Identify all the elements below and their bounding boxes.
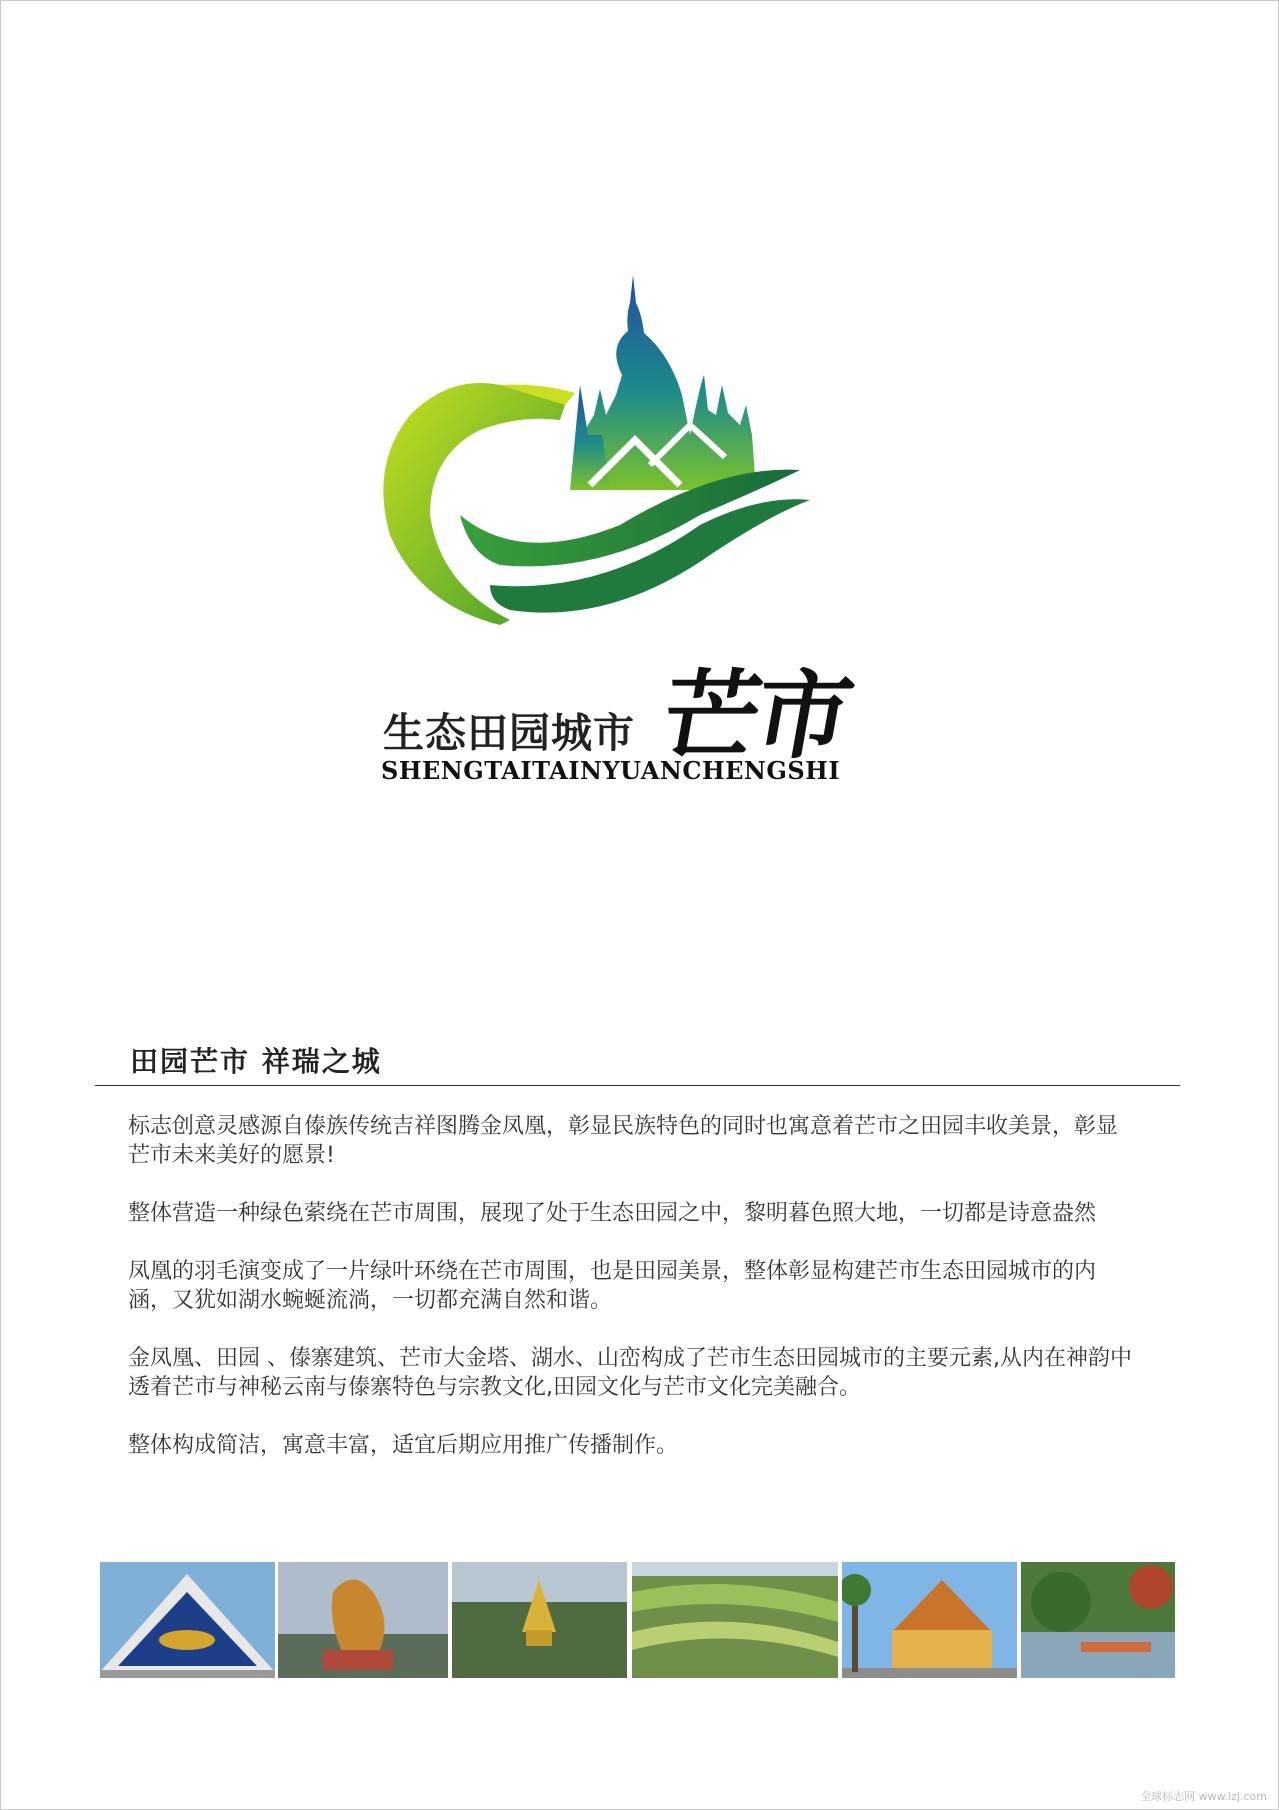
dai-temple-photo	[842, 1562, 1017, 1678]
logo-chinese-name: 生态田园城市	[383, 709, 635, 757]
photo-strip	[100, 1562, 1175, 1678]
watermark: 全球标志网 www.lzj.com	[1140, 1790, 1267, 1803]
description-paragraph: 整体构成简洁，寓意丰富，适宜后期应用推广传播制作。	[128, 1433, 679, 1458]
golden-pagoda-photo	[452, 1562, 627, 1678]
logo-pinyin-name: SHENGTAITAINYUANCHENGSHI	[381, 756, 841, 785]
gable-roof-photo	[100, 1562, 275, 1678]
section-title: 田园芒市 祥瑞之城	[130, 1045, 382, 1078]
terraced-fields-photo	[632, 1562, 838, 1678]
description-block	[128, 1112, 1138, 1489]
description-paragraph: 金凤凰、田园 、傣寨建筑、芒市大金塔、湖水、山峦构成了芒市生态田园城市的主要元素,从内在神韵中透着芒市与神秘云南与傣寨特色与宗教文化,田园文化与芒市文化完美融合。	[128, 1346, 1132, 1400]
divider-line	[95, 1085, 1180, 1086]
description-paragraph: 凤凰的羽毛演变成了一片绿叶环绕在芒市周围，也是田园美景，整体彰显构建芒市生态田园城市的内涵，又犹如湖水蜿蜒流淌，一切都充满自然和谐。	[128, 1259, 1097, 1313]
description-paragraph: 标志创意灵感源自傣族传统吉祥图腾金凤凰，彰显民族特色的同时也寓意着芒市之田园丰收美景，彰显芒市未来美好的愿景!	[128, 1114, 1119, 1168]
golden-phoenix-statue-photo	[278, 1562, 448, 1678]
lake-photo	[1021, 1562, 1175, 1678]
temple-silhouette	[580, 275, 756, 490]
brush-calligraphy-mangshi: 芒市	[653, 659, 858, 772]
description-paragraph: 整体营造一种绿色萦绕在芒市周围，展现了处于生态田园之中，黎明暮色照大地，一切都是诗意盎然	[128, 1201, 1097, 1226]
